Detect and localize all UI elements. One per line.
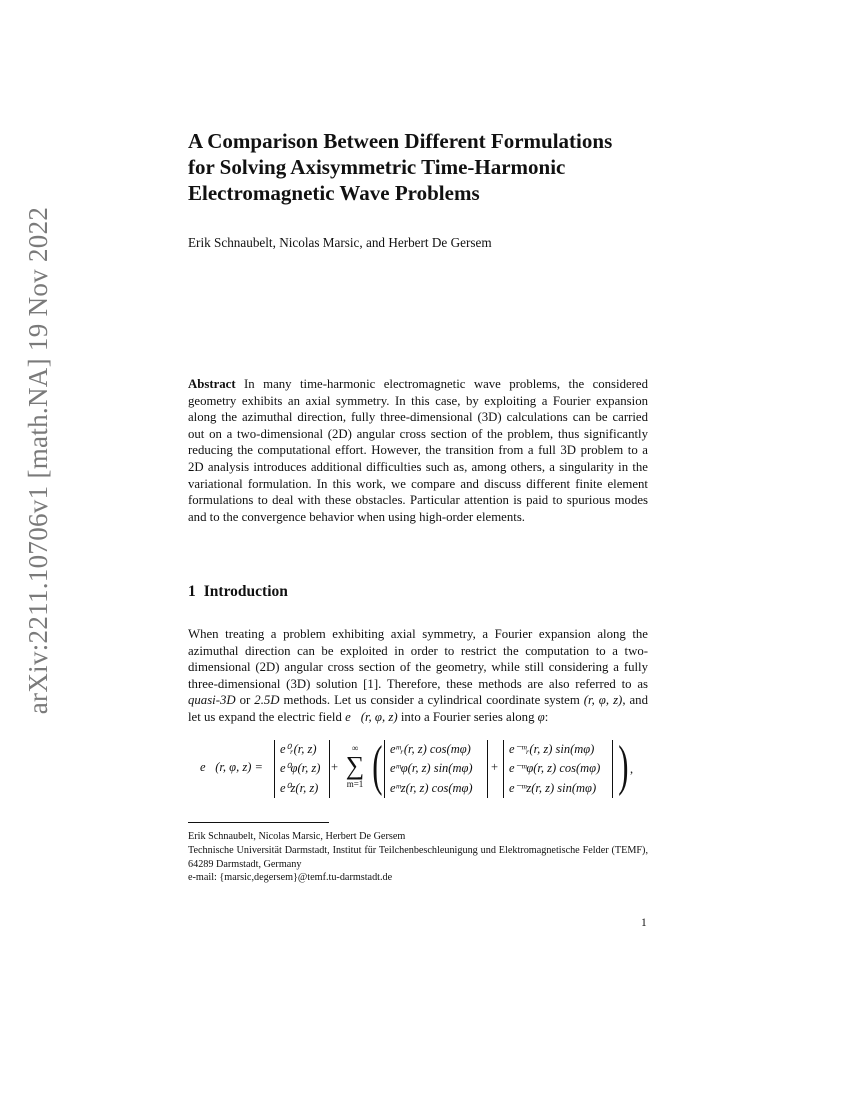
intro-math-phi: φ: [537, 709, 545, 724]
vector-entry: e⁻ᵐᵣ(r, z) sin(mφ): [509, 742, 595, 757]
abstract-text: In many time-harmonic electromagnetic wave problems, the considered geometry exhibits an axial symmetry. In this case, by exploiting a Fourier expansion along the azimuthal direction, fully three-dimensional (3D) calculations can be carried out on a two-dimensional (2D) angular cross section of the problem, thus significantly reducing the computational effort. However, the transition from a full 3D problem to a 2D analysis introduces additional difficulties such as, among others, a singularity in the variational formulation. In this work, we compare and discuss different finite element formulations to deal with these obstacles. Particular attention is paid to spurious modes and to the convergence behavior when using high-order elements.: [188, 377, 648, 524]
author-list: Erik Schnaubelt, Nicolas Marsic, and Herbert De Gersem: [188, 235, 492, 250]
intro-term-2-5d: 2.5D: [254, 693, 280, 708]
vector-entry: e⁰φ(r, z): [280, 761, 321, 776]
plus-sign: +: [331, 760, 339, 774]
abstract-label: Abstract: [188, 377, 236, 391]
equation-comma: ,: [630, 762, 634, 776]
page-number: 1: [641, 917, 647, 929]
intro-math-field: e⃗(r, φ, z): [345, 709, 398, 724]
vector-entry: e⁰ᵣ(r, z): [280, 742, 317, 757]
intro-math-coords: (r, φ, z): [583, 693, 623, 708]
sin-mode-vector: [503, 740, 613, 798]
sum-sigma: ∑: [345, 751, 365, 780]
arxiv-stamp-text: arXiv:2211.10706v1 [math.NA] 19 Nov 2022: [23, 206, 54, 714]
vector-entry: eᵐφ(r, z) sin(mφ): [390, 761, 473, 776]
plus-sign: +: [491, 760, 499, 774]
author-footnote: [188, 830, 648, 885]
intro-text-5: :: [544, 709, 549, 724]
intro-text-3: , and let us expand the electric field: [188, 693, 648, 724]
introduction-paragraph: [188, 626, 648, 726]
footnote-email: e-mail: {marsic,degersem}@temf.tu-darmstadt.de: [188, 872, 393, 884]
summation-symbol: [342, 743, 368, 789]
equation-lhs: e⃗(r, φ, z) =: [200, 760, 263, 774]
title-line: for Solving Axisymmetric Time-Harmonic: [188, 155, 566, 179]
footnote-affiliation: Technische Universität Darmstadt, Institut für Teilchenbeschleunigung und Elektromagnetische Felder (TEMF), 64289 Darmstadt, Germany: [188, 844, 648, 870]
vector-entry: e⁰z(r, z): [280, 780, 319, 795]
vector-entry: e⁻ᵐφ(r, z) cos(mφ): [509, 761, 601, 776]
intro-text-2: methods. Let us consider a cylindrical coordinate system: [279, 693, 584, 708]
title-line: A Comparison Between Different Formulations: [188, 129, 613, 153]
section-heading-introduction: [188, 583, 288, 601]
sum-lower-limit: m=1: [346, 779, 364, 789]
intro-text-or: or: [235, 693, 255, 708]
intro-text-4: into a Fourier series along: [397, 709, 538, 724]
zero-mode-vector: [274, 740, 330, 798]
vector-entry: eᵐᵣ(r, z) cos(mφ): [390, 742, 471, 757]
intro-text-1: When treating a problem exhibiting axial symmetry, a Fourier expansion along the azimuthal direction can be exploited in order to restrict the computation to a two-dimensional (2D) angular cross section of the geometry, while still considering a fully three-dimensional (3D) solution [1]. Therefore, these methods are also referred to as: [188, 627, 648, 691]
intro-term-quasi-3d: quasi-3D: [188, 693, 236, 708]
vector-entry: eᵐz(r, z) cos(mφ): [390, 780, 473, 795]
section-number: 1: [188, 583, 196, 600]
paper-title: [188, 128, 658, 206]
title-line: Electromagnetic Wave Problems: [188, 181, 480, 205]
left-paren: (: [372, 735, 383, 797]
footnote-names: Erik Schnaubelt, Nicolas Marsic, Herbert De Gersem: [188, 831, 406, 842]
section-title: Introduction: [203, 583, 288, 600]
cos-mode-vector: [384, 740, 488, 798]
sum-upper-limit: ∞: [351, 743, 359, 753]
right-paren: ): [618, 735, 629, 797]
footnote-divider: [188, 822, 329, 823]
abstract: [188, 376, 648, 525]
arxiv-identifier-stamp: [16, 206, 62, 714]
fourier-series-equation: [200, 735, 660, 800]
vector-entry: e⁻ᵐz(r, z) sin(mφ): [509, 780, 597, 795]
